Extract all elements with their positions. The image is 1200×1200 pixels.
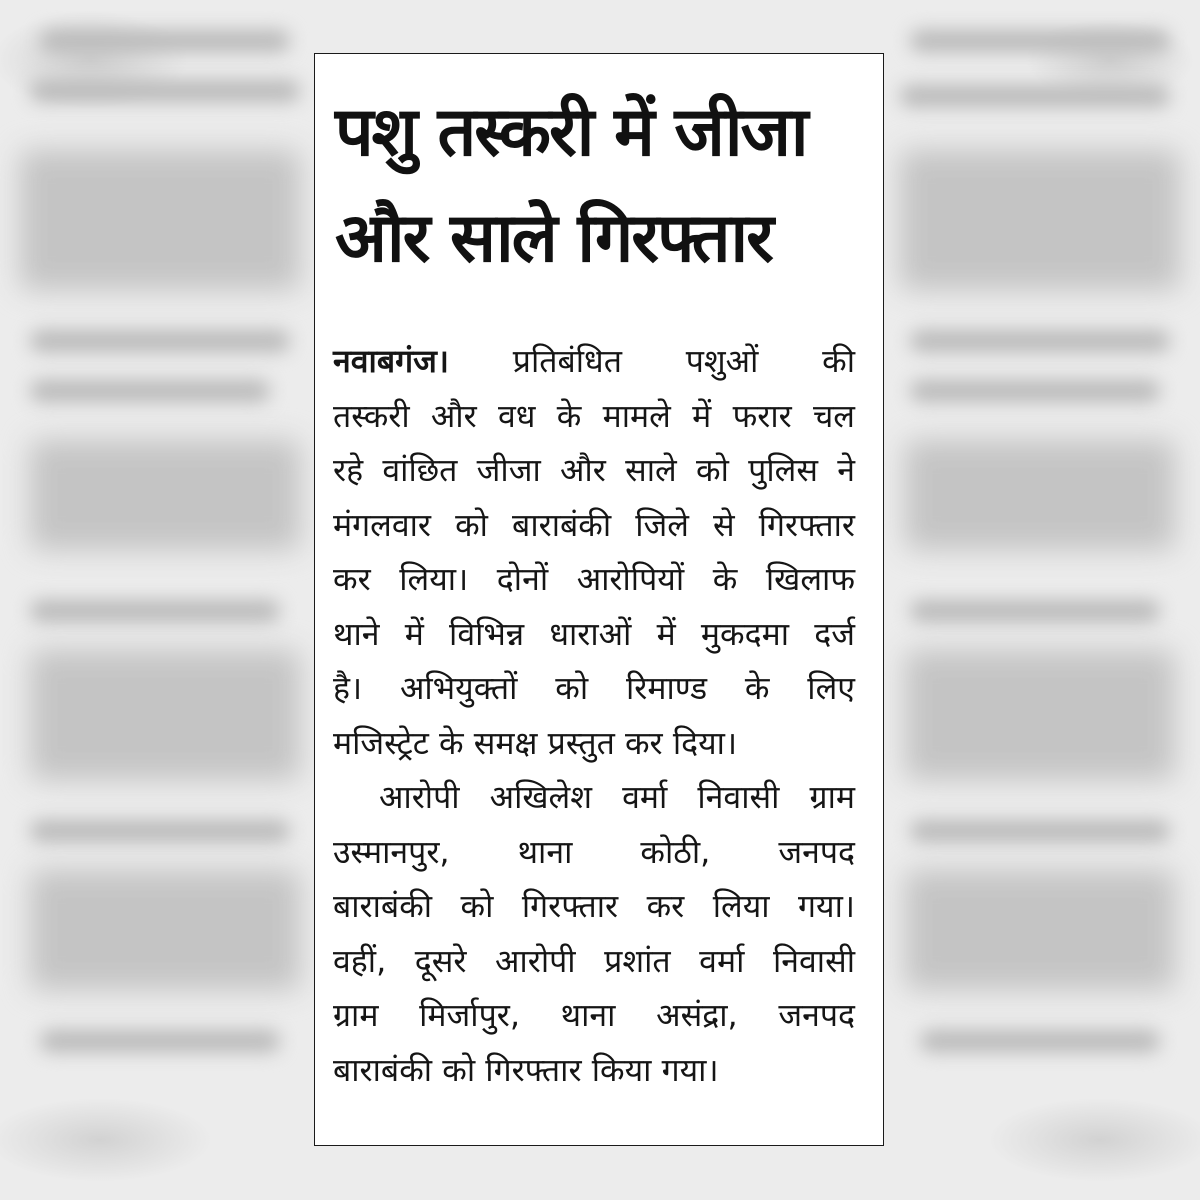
- headline-line-1: पशु तस्करी में जीजा: [335, 93, 807, 172]
- headline: [335, 80, 869, 292]
- article-line: तस्करी और वध के मामले में फरार चल: [333, 396, 855, 435]
- news-clipping: [314, 53, 884, 1146]
- article-line: ग्राम मिर्जापुर, थाना असंद्रा, जनपद: [333, 996, 855, 1034]
- headline-line-2: और साले गिरफ्तार: [335, 199, 772, 278]
- article-line: मंगलवार को बाराबंकी जिले से गिरफ्तार: [333, 505, 855, 544]
- article-line: वहीं, दूसरे आरोपी प्रशांत वर्मा निवासी: [333, 941, 855, 980]
- article-line: बाराबंकी को गिरफ्तार किया गया।: [333, 1050, 719, 1089]
- dateline: नवाबगंज।: [333, 342, 450, 380]
- article-line: थाने में विभिन्न धाराओं में मुकदमा दर्ज: [333, 614, 855, 653]
- article-line: मजिस्ट्रेट के समक्ष प्रस्तुत कर दिया।: [333, 723, 738, 762]
- article-line: कर लिया। दोनों आरोपियों के खिलाफ: [333, 560, 855, 598]
- article-line: आरोपी अखिलेश वर्मा निवासी ग्राम: [379, 778, 855, 816]
- article-line: उस्मानपुर, थाना कोठी, जनपद: [333, 832, 855, 871]
- article-line: है। अभियुक्तों को रिमाण्ड के लिए: [333, 669, 855, 707]
- article-line: बाराबंकी को गिरफ्तार कर लिया गया।: [333, 887, 855, 925]
- article-body: [333, 334, 855, 1097]
- article-line: रहे वांछित जीजा और साले को पुलिस ने: [333, 451, 855, 489]
- article-line: [333, 334, 855, 389]
- article-line-text: प्रतिबंधित पशुओं की: [512, 342, 855, 380]
